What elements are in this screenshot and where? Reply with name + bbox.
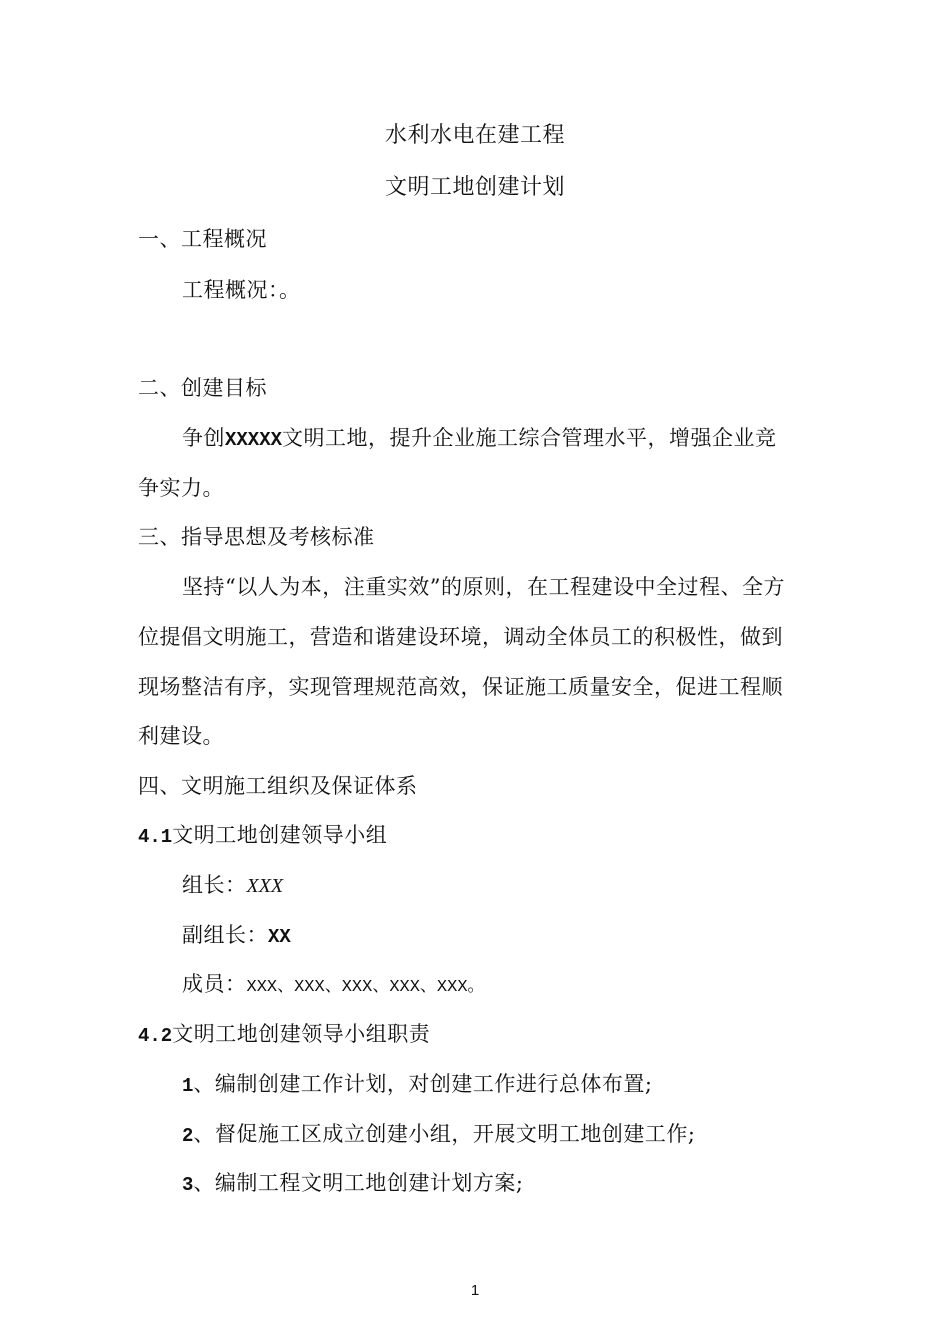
duty-item-number: 3: [182, 1174, 194, 1196]
project-overview-end: 。: [279, 278, 301, 302]
leader-line: [182, 871, 283, 900]
subsection-4-1-number: 4.1: [138, 826, 173, 848]
section-heading-1: 一、工程概况: [138, 227, 267, 251]
leader-label: 组长：: [182, 873, 247, 897]
section-heading-4: 四、文明施工组织及保证体系: [138, 774, 418, 798]
leader-value: XXX: [246, 875, 284, 897]
guideline-paragraph-line-1: 坚持“以人为本，注重实效”的原则，在工程建设中全过程、全方: [182, 575, 785, 599]
section-heading-3: 三、指导思想及考核标准: [138, 525, 375, 549]
duty-item: [182, 1169, 523, 1199]
guideline-paragraph-line-2: 位提倡文明施工，营造和谐建设环境，调动全体员工的积极性，做到: [138, 625, 783, 649]
members-value: XXX、XXX、XXX、XXX、XXX。: [246, 978, 485, 997]
goal-prefix: 争创: [182, 426, 225, 450]
guideline-paragraph-line-3: 现场整洁有序，实现管理规范高效，保证施工质量安全，促进工程顺: [138, 675, 783, 699]
subsection-4-1-heading: [138, 821, 387, 851]
duty-item-text: 、编制工程文明工地创建计划方案;: [193, 1171, 524, 1195]
deputy-leader-line: [182, 921, 291, 951]
goal-project-name: XXXXX: [225, 429, 283, 451]
subsection-4-1-title: 文明工地创建领导小组: [172, 823, 388, 847]
subsection-4-2-number: 4.2: [138, 1025, 173, 1047]
duty-item-text: 、督促施工区成立创建小组，开展文明工地创建工作;: [193, 1122, 696, 1146]
document-title: 水利水电在建工程: [384, 123, 565, 148]
goal-paragraph-line-2: 争实力。: [138, 476, 224, 500]
members-label: 成员：: [182, 972, 247, 996]
duty-item-number: 1: [182, 1075, 194, 1097]
subsection-4-2-title: 文明工地创建领导小组职责: [172, 1022, 431, 1046]
duty-item: [182, 1070, 652, 1100]
section-heading-2: 二、创建目标: [138, 376, 267, 400]
duty-item-text: 、编制创建工作计划，对创建工作进行总体布置;: [193, 1072, 653, 1096]
project-overview-label: 工程概况：: [182, 278, 279, 302]
members-line: [182, 970, 485, 1002]
subsection-4-2-heading: [138, 1020, 430, 1050]
deputy-leader-label: 副组长：: [182, 923, 268, 947]
goal-suffix: 文明工地，提升企业施工综合管理水平，增强企业竞: [282, 426, 777, 450]
deputy-leader-value: XX: [268, 926, 291, 948]
goal-paragraph-line-1: [182, 424, 777, 454]
document-subtitle: 文明工地创建计划: [384, 175, 565, 200]
project-overview-paragraph: [182, 276, 301, 304]
duty-item: [182, 1120, 695, 1150]
page-number: 1: [470, 1282, 480, 1299]
guideline-paragraph-line-4: 利建设。: [138, 724, 224, 748]
duty-item-number: 2: [182, 1125, 194, 1147]
